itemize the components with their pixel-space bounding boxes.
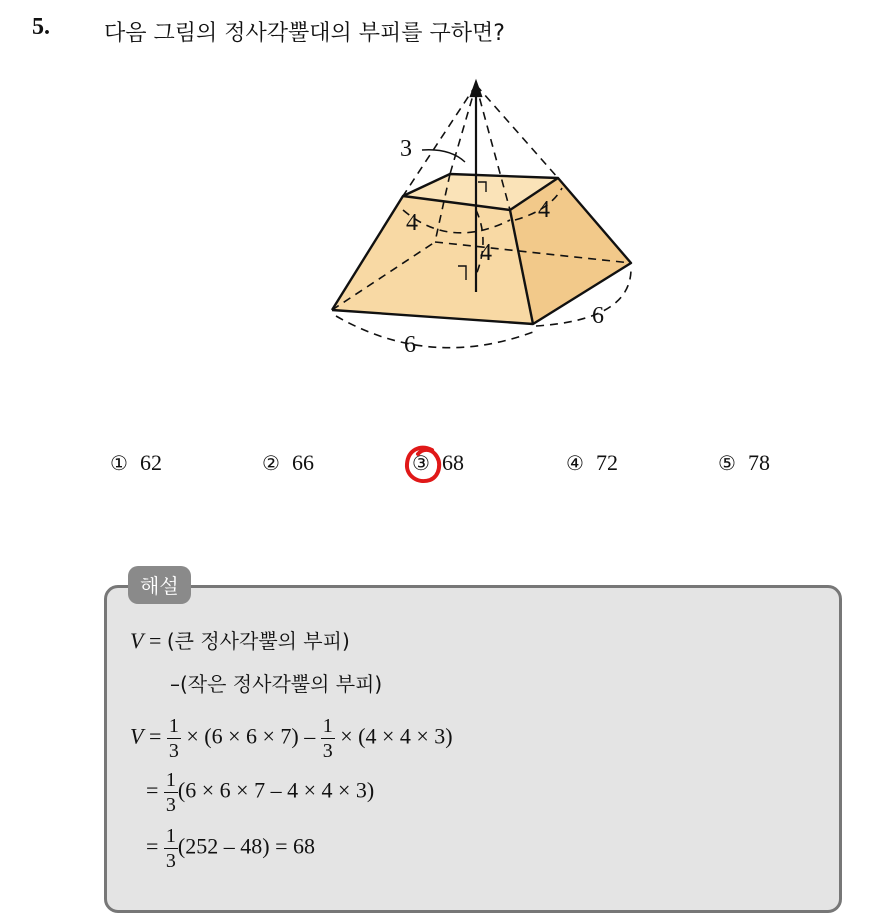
choice-value: 78	[747, 450, 770, 475]
var-v: V	[130, 723, 144, 749]
frac-num: 1	[165, 825, 176, 847]
label-small-height: 3	[400, 136, 412, 162]
equals: =	[146, 833, 164, 859]
height-axis-arrow	[471, 82, 481, 96]
choice-2[interactable]	[262, 450, 314, 476]
answer-circle-icon	[402, 442, 444, 486]
solution-text: (큰 정사각뿔의 부피)	[166, 629, 350, 653]
label-bottom-edge-side: 6	[592, 303, 604, 329]
choice-mark: ③	[412, 451, 430, 475]
solution-line-5	[146, 826, 315, 871]
label-frustum-height: 4	[480, 240, 492, 266]
expr-part: (6 × 6 × 7 – 4 × 4 × 3)	[177, 777, 375, 803]
choice-mark: ①	[110, 451, 128, 475]
solution-tag: 해설	[128, 566, 191, 604]
label-top-edge-side: 4	[538, 197, 550, 223]
expr-part: (252 – 48) = 68	[177, 833, 315, 859]
frac-num: 1	[322, 715, 333, 737]
solution-line-4	[146, 770, 374, 815]
fraction	[164, 826, 178, 871]
choice-value: 68	[441, 450, 464, 475]
expr-part: × (6 × 6 × 7) –	[180, 723, 321, 749]
choice-value: 72	[595, 450, 618, 475]
frac-den: 3	[165, 850, 176, 872]
fraction	[321, 716, 335, 761]
solution-text: –(작은 정사각뿔의 부피)	[170, 672, 383, 696]
solution-line-2	[170, 668, 382, 697]
equals: =	[146, 777, 164, 803]
equals: =	[143, 723, 167, 749]
choice-1[interactable]	[110, 450, 162, 476]
expr-part: × (4 × 4 × 3)	[334, 723, 453, 749]
question-number: 5.	[32, 14, 50, 40]
choice-5[interactable]	[718, 450, 770, 476]
choice-value: 62	[139, 450, 162, 475]
frustum-figure	[300, 70, 650, 370]
frac-num: 1	[165, 769, 176, 791]
choice-mark: ⑤	[718, 451, 736, 475]
fraction	[167, 716, 181, 761]
frac-num: 1	[168, 715, 179, 737]
fraction	[164, 770, 178, 815]
label-top-edge-front: 4	[406, 210, 418, 236]
choice-value: 66	[291, 450, 314, 475]
frac-den: 3	[322, 740, 333, 762]
question-text: 다음 그림의 정사각뿔대의 부피를 구하면?	[104, 21, 505, 46]
label-bottom-edge-front: 6	[404, 332, 416, 358]
choice-4[interactable]	[566, 450, 618, 476]
solution-line-1	[130, 625, 350, 654]
solution-line-3	[130, 716, 453, 761]
frac-den: 3	[168, 740, 179, 762]
frac-den: 3	[165, 794, 176, 816]
var-v: V	[130, 628, 144, 653]
equals: =	[143, 628, 167, 653]
choice-mark: ④	[566, 451, 584, 475]
choice-mark: ②	[262, 451, 280, 475]
